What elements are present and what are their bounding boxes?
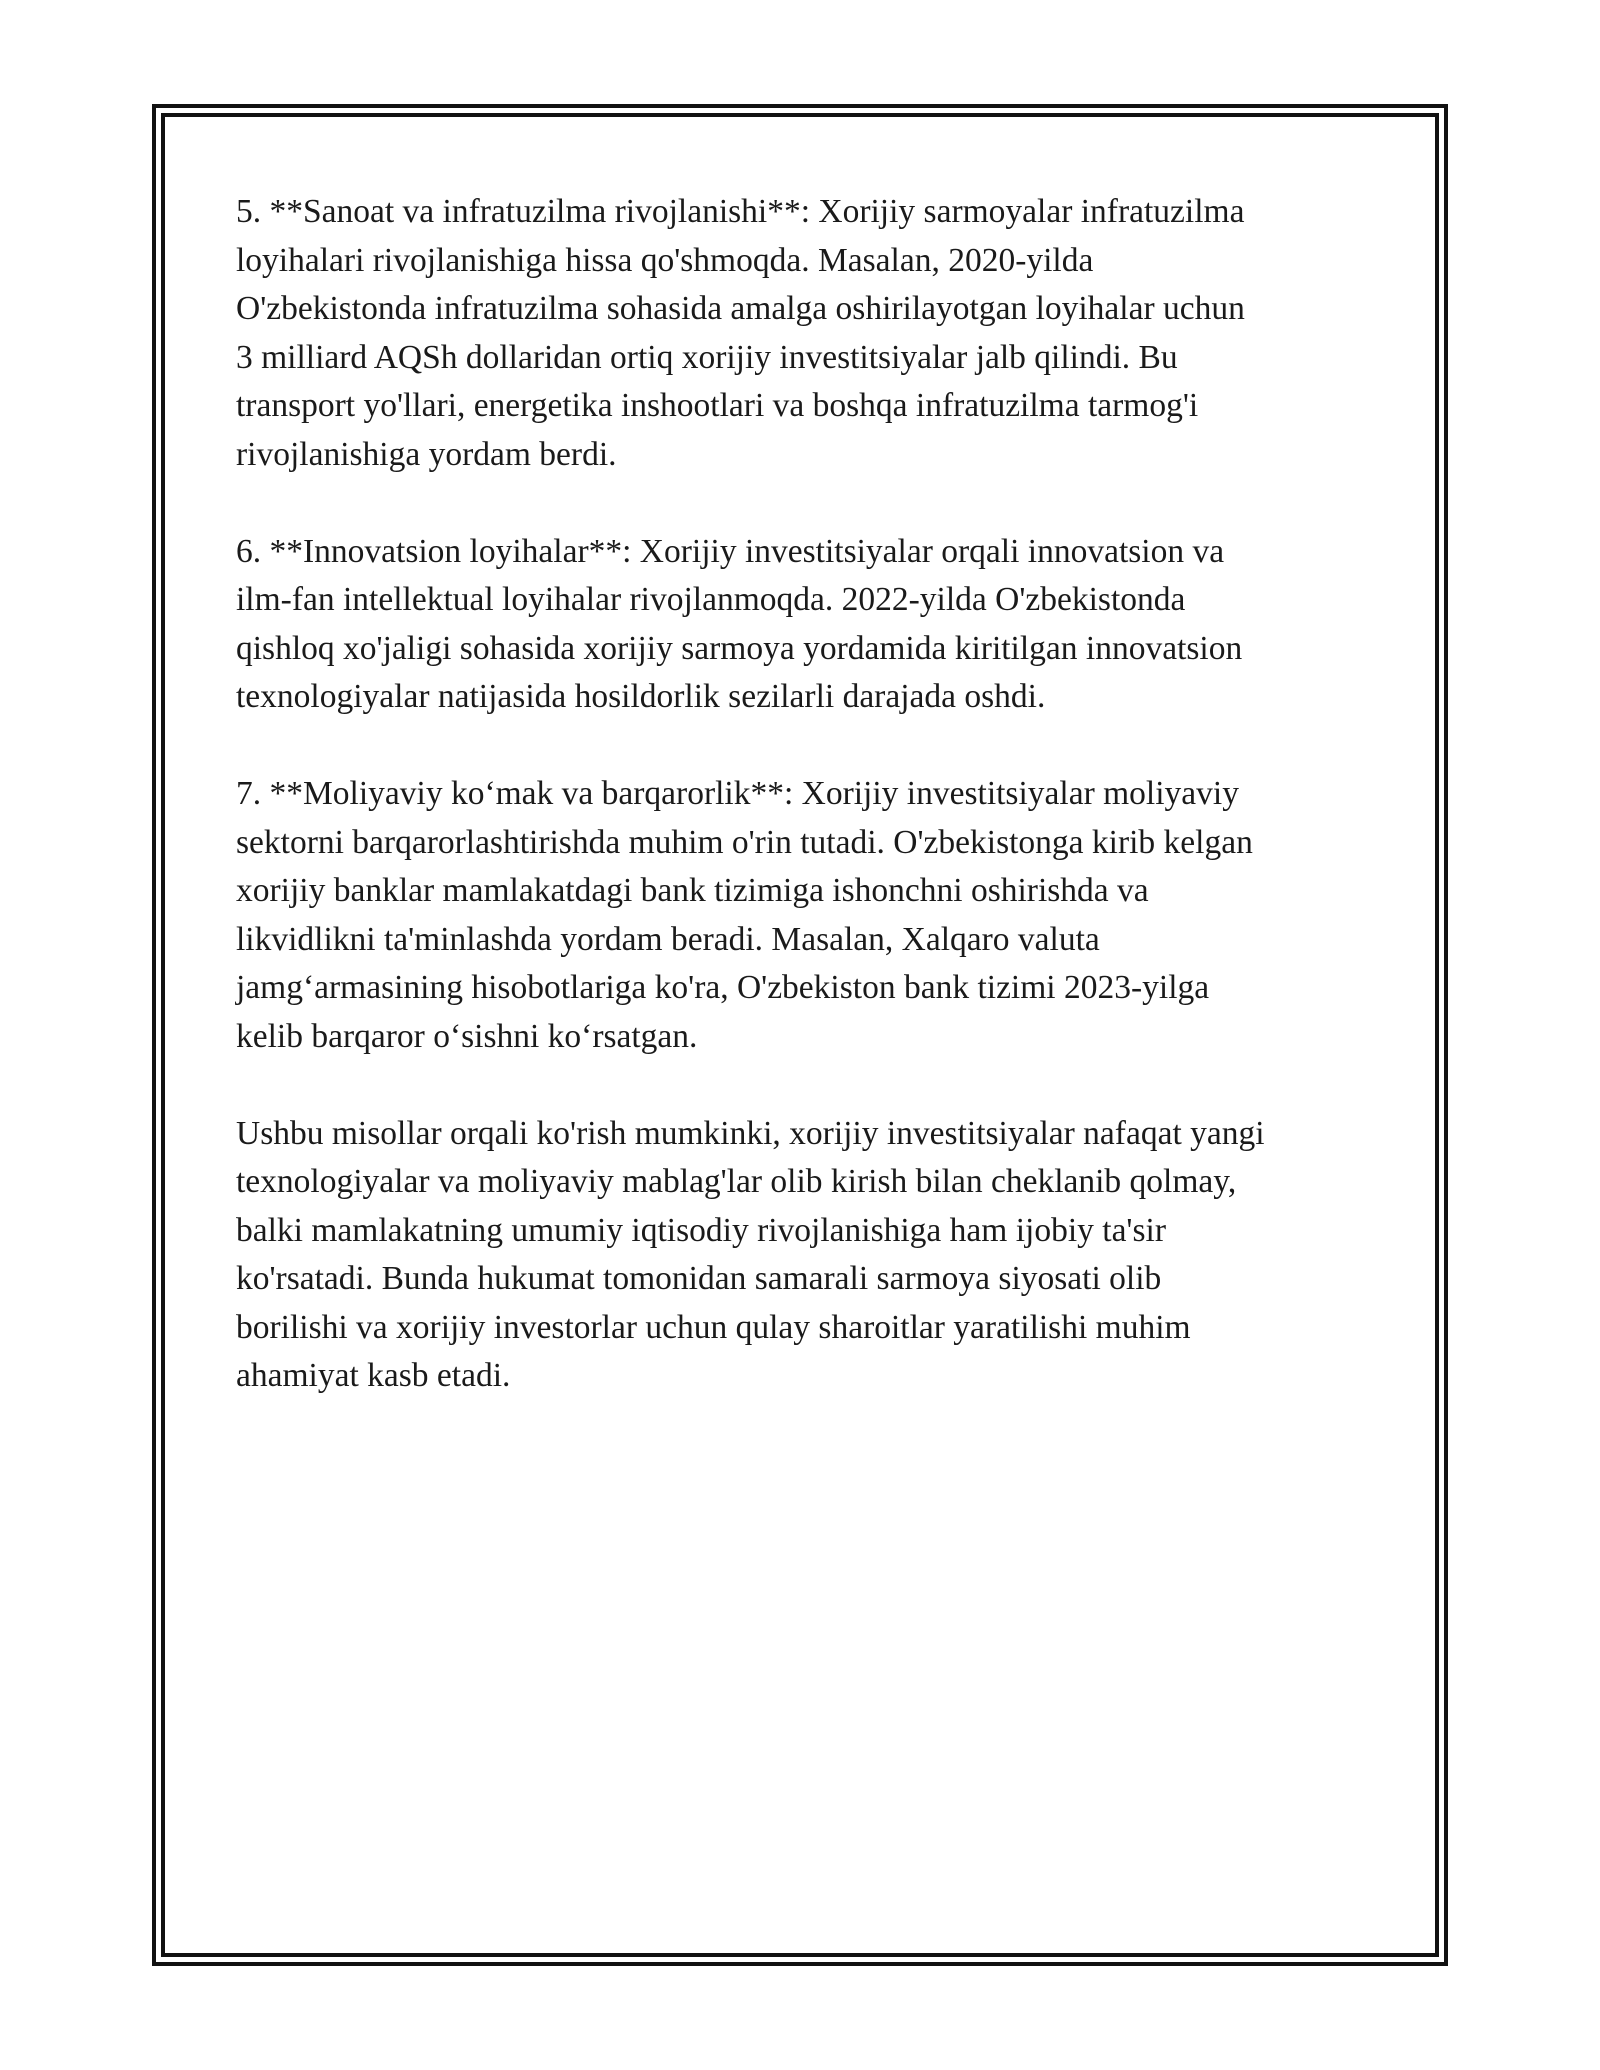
- text-line: texnologiyalar va moliyaviy mablag'lar olib kirish bilan cheklanib qolmay,: [236, 1163, 1237, 1200]
- text-line: texnologiyalar natijasida hosildorlik sezilarli darajada oshdi.: [236, 678, 1046, 715]
- paragraph-financial-support: [236, 770, 1386, 1061]
- text-line: 7. **Moliyaviy koʻmak va barqarorlik**: Xorijiy investitsiyalar moliyaviy: [236, 775, 1239, 812]
- text-line: xorijiy banklar mamlakatdagi bank tizimiga ishonchni oshirishda va: [236, 872, 1149, 909]
- text-line: qishloq xo'jaligi sohasida xorijiy sarmoya yordamida kiritilgan innovatsion: [236, 629, 1243, 667]
- text-line: likvidlikni ta'minlashda yordam beradi. Masalan, Xalqaro valuta: [236, 920, 1100, 958]
- text-line: ilm-fan intellektual loyihalar rivojlanmoqda. 2022-yilda O'zbekistonda: [236, 581, 1186, 618]
- text-line: loyihalari rivojlanishiga hissa qo'shmoqda. Masalan, 2020-yilda: [236, 241, 1094, 279]
- document-body: [236, 188, 1386, 1449]
- text-line: 6. **Innovatsion loyihalar**: Xorijiy investitsiyalar orqali innovatsion va: [236, 532, 1225, 570]
- paragraph-infrastructure: [236, 188, 1386, 479]
- text-line: borilishi va xorijiy investorlar uchun qulay sharoitlar yaratilishi muhim: [236, 1308, 1191, 1346]
- text-line: 3 milliard AQSh dollaridan ortiq xorijiy investitsiyalar jalb qilindi. Bu: [236, 338, 1178, 376]
- text-line: Ushbu misollar orqali ko'rish mumkinki, xorijiy investitsiyalar nafaqat yangi: [236, 1114, 1265, 1152]
- text-line: sektorni barqarorlashtirishda muhim o'rin tutadi. O'zbekistonga kirib kelgan: [236, 823, 1253, 861]
- text-line: O'zbekistonda infratuzilma sohasida amalga oshirilayotgan loyihalar uchun: [236, 290, 1245, 327]
- paragraph-conclusion: [236, 1110, 1386, 1401]
- text-line: transport yo'llari, energetika inshootlari va boshqa infratuzilma tarmog'i: [236, 387, 1199, 424]
- text-line: 5. **Sanoat va infratuzilma rivojlanishi**: Xorijiy sarmoyalar infratuzilma: [236, 193, 1245, 230]
- paragraph-innovation: [236, 528, 1386, 722]
- text-line: kelib barqaror oʻsishni koʻrsatgan.: [236, 1017, 698, 1055]
- text-line: rivojlanishiga yordam berdi.: [236, 435, 617, 473]
- text-line: balki mamlakatning umumiy iqtisodiy rivojlanishiga ham ijobiy ta'sir: [236, 1211, 1166, 1249]
- text-line: jamgʻarmasining hisobotlariga ko'ra, O'zbekiston bank tizimi 2023-yilga: [236, 969, 1210, 1006]
- text-line: ahamiyat kasb etadi.: [236, 1357, 511, 1394]
- text-line: ko'rsatadi. Bunda hukumat tomonidan samarali sarmoya siyosati olib: [236, 1260, 1162, 1297]
